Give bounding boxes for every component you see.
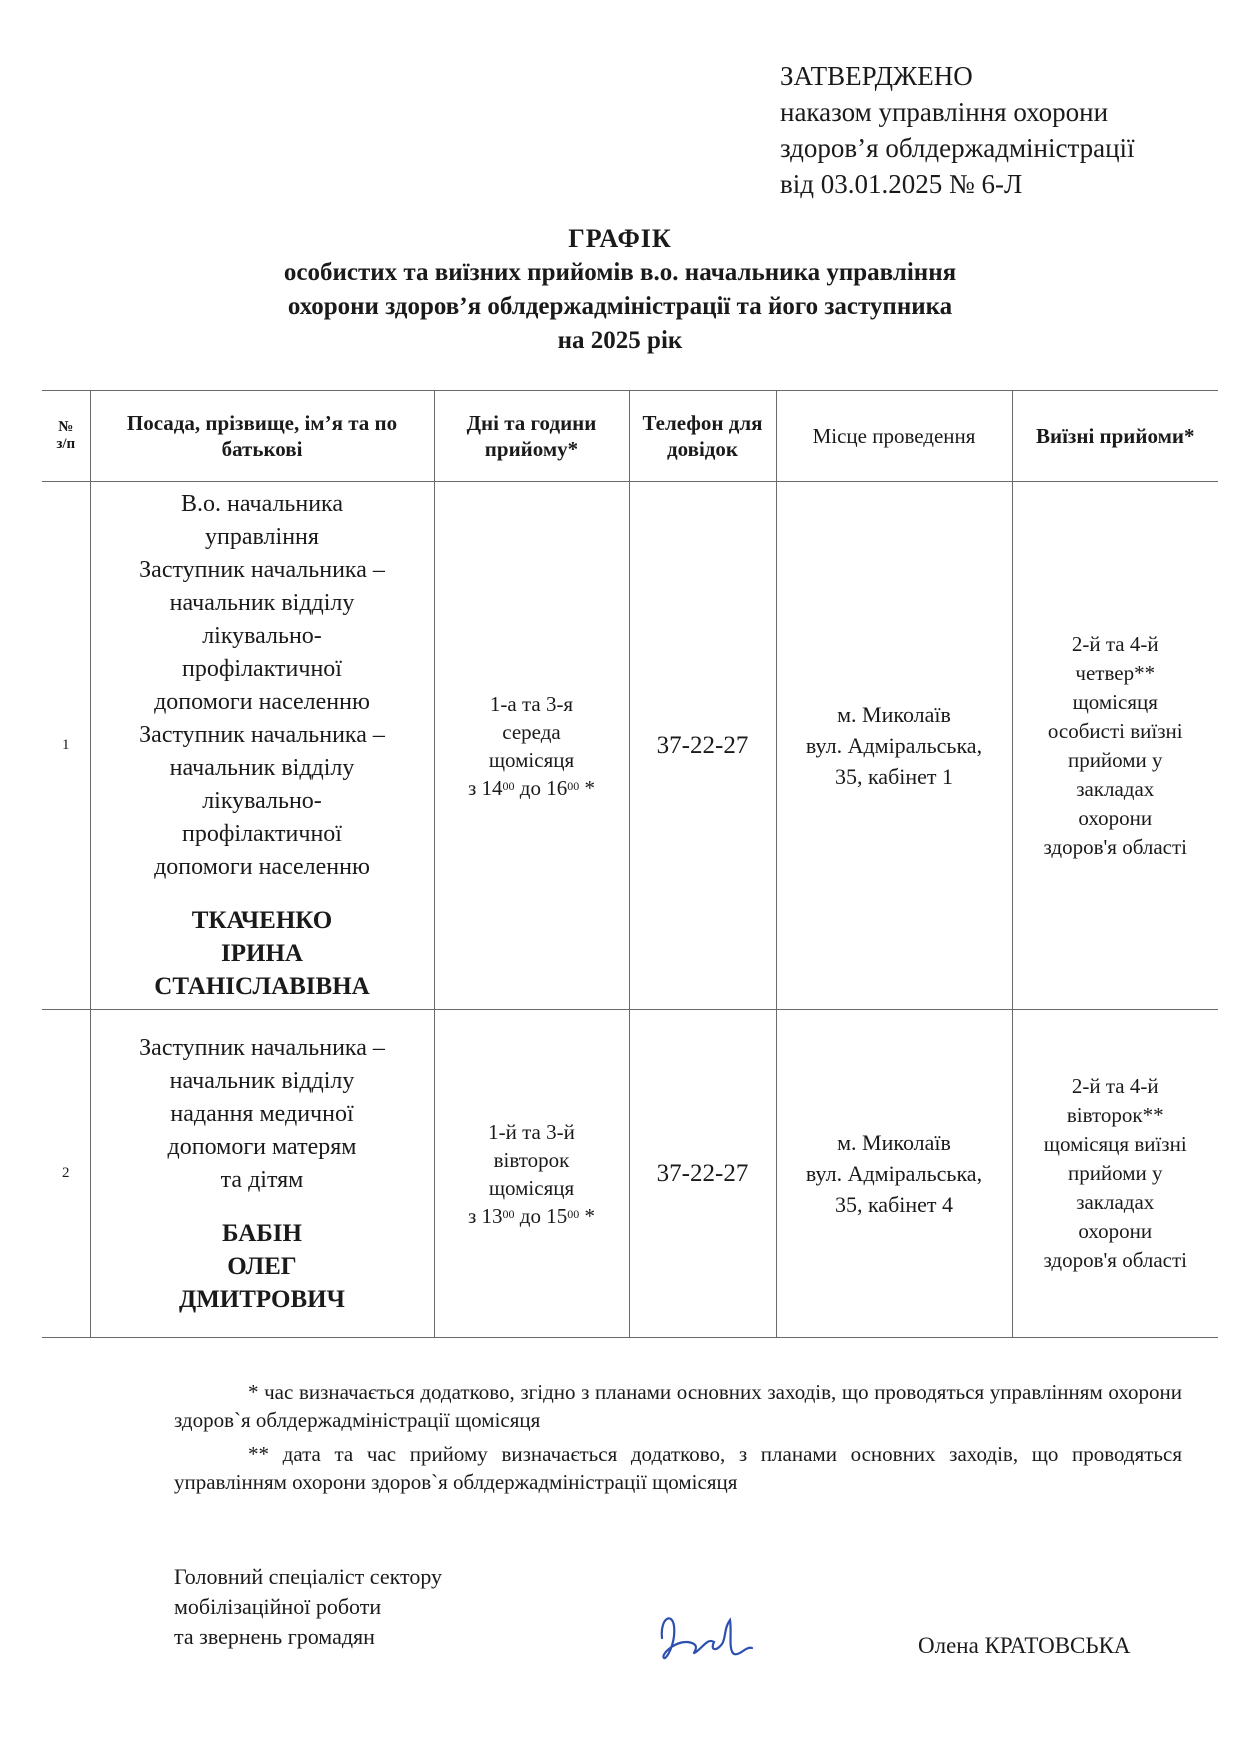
days-line: щомісяця <box>488 1175 575 1200</box>
row-number: 1 <box>42 482 90 1010</box>
position-line: профілактичної <box>182 656 342 682</box>
person-name-line: ТКАЧЕНКО <box>191 907 333 934</box>
days-line: середа <box>502 719 561 744</box>
time-part: * <box>579 775 595 800</box>
person-name-line: СТАНІСЛАВІВНА <box>154 973 370 1000</box>
approval-date: від 03.01.2025 № 6-Л <box>780 169 1023 199</box>
table-header-row <box>42 391 1218 482</box>
header-days: Дні та години прийому* <box>434 391 629 482</box>
days-line: 1-й та 3-й <box>488 1119 575 1144</box>
place-line: 35, кабінет 1 <box>834 764 954 789</box>
visits-line: прийоми у <box>1067 1161 1163 1185</box>
approval-block <box>780 58 1135 202</box>
person-name-line: БАБІН <box>222 1219 302 1247</box>
visits-line: прийоми у <box>1067 747 1163 772</box>
schedule-table <box>42 390 1218 1338</box>
time-part: 00 <box>567 1206 580 1221</box>
person-name-line: ОЛЕГ <box>227 1252 297 1280</box>
visits-line: охорони <box>1078 805 1153 830</box>
row-number: 2 <box>42 1010 90 1338</box>
position-line: В.о. начальника <box>180 491 344 517</box>
visits-line: здоров'я області <box>1043 834 1187 859</box>
signer-name: Олена КРАТОВСЬКА <box>918 1633 1131 1658</box>
position-line: та дітям <box>220 1166 304 1193</box>
position-line: Заступник начальника – <box>139 557 385 583</box>
handwritten-signature <box>650 1598 760 1678</box>
days-cell <box>434 1010 629 1338</box>
visits-line: закладах <box>1076 1190 1155 1214</box>
reception-time <box>435 1202 629 1230</box>
place-cell <box>776 1010 1012 1338</box>
visits-line: закладах <box>1076 776 1155 801</box>
signatory-title-line: та звернень громадян <box>174 1624 375 1649</box>
approval-heading: ЗАТВЕРДЖЕНО <box>780 61 973 91</box>
time-part: 00 <box>502 778 515 793</box>
visits-line: 2-й та 4-й <box>1071 631 1159 656</box>
time-part: до 16 <box>514 775 568 800</box>
person-name <box>91 904 434 1003</box>
approval-line: здоров’я облдержадміністрації <box>780 133 1135 163</box>
signatory-title <box>174 1562 442 1652</box>
place-line: вул. Адміральська, <box>805 1161 983 1186</box>
position-line: надання медичної <box>170 1100 354 1127</box>
place-line: м. Миколаїв <box>837 702 951 727</box>
title-line: охорони здоров’я облдержадміністрації та його заступника <box>287 293 953 320</box>
place-line: вул. Адміральська, <box>805 733 983 758</box>
position-line: начальник відділу <box>169 755 355 781</box>
title-line: особистих та виїзних прийомів в.о. начальника управління <box>283 259 957 286</box>
place-line: м. Миколаїв <box>837 1130 951 1155</box>
header-number <box>42 391 90 482</box>
position-line: начальник відділу <box>169 590 355 616</box>
phone-cell: 37-22-27 <box>629 482 776 1010</box>
title-year: на 2025 рік <box>557 327 683 354</box>
footnote-2: ** дата та час прийому визначається додатково, з планами основних заходів, що проводяться управлінням охорони здоров`я облдержадміністрації щомісяця <box>174 1442 1182 1494</box>
days-line: вівторок <box>493 1147 570 1172</box>
time-part: 00 <box>502 1206 515 1221</box>
time-part: * <box>579 1203 595 1228</box>
visits-line: четвер** <box>1075 660 1156 685</box>
time-part: з 14 <box>468 775 503 800</box>
position-line: допомоги населенню <box>154 689 370 715</box>
visits-line: щомісяця виїзні <box>1043 1132 1187 1156</box>
place-cell <box>776 482 1012 1010</box>
visits-cell <box>1012 1010 1218 1338</box>
approval-line: наказом управління охорони <box>780 97 1109 127</box>
reception-time <box>435 774 629 802</box>
person-name <box>91 1217 434 1316</box>
position-line: Заступник начальника – <box>139 1034 385 1061</box>
document-title <box>0 222 1240 358</box>
days-cell <box>434 482 629 1010</box>
person-name-line: ДМИТРОВИЧ <box>179 1285 345 1313</box>
time-part: з 13 <box>468 1203 503 1228</box>
phone-cell: 37-22-27 <box>629 1010 776 1338</box>
visits-line: охорони <box>1078 1219 1153 1243</box>
position-line: допомоги населенню <box>154 854 370 880</box>
position-line: профілактичної <box>182 821 342 847</box>
table-row <box>42 482 1218 1010</box>
signatory-title-line: мобілізаційної роботи <box>174 1594 382 1619</box>
visits-line: особисті виїзні <box>1047 718 1183 743</box>
position-line: Заступник начальника – <box>139 722 385 748</box>
position-line: управління <box>205 524 319 550</box>
position-line: лікувально- <box>202 788 322 814</box>
position-line: начальник відділу <box>169 1067 355 1094</box>
visits-line: щомісяця <box>1072 689 1158 714</box>
visits-cell <box>1012 482 1218 1010</box>
position-cell <box>90 1010 434 1338</box>
position-cell <box>90 482 434 1010</box>
header-phone: Телефон для довідок <box>629 391 776 482</box>
days-line: 1-а та 3-я <box>489 691 574 716</box>
table-row <box>42 1010 1218 1338</box>
time-part: до 15 <box>514 1203 568 1228</box>
place-line: 35, кабінет 4 <box>834 1192 954 1217</box>
title-main: ГРАФІК <box>568 224 672 253</box>
header-number-symbol: № <box>58 419 74 435</box>
header-number-abbr: з/п <box>56 436 76 452</box>
position-line: лікувально- <box>202 623 322 649</box>
days-line: щомісяця <box>488 747 575 772</box>
header-place: Місце проведення <box>776 391 1012 482</box>
visits-line: 2-й та 4-й <box>1071 1074 1159 1098</box>
position-line: допомоги матерям <box>167 1133 357 1160</box>
visits-line: вівторок** <box>1066 1103 1164 1127</box>
signatory-title-line: Головний спеціаліст сектору <box>174 1564 443 1589</box>
footnotes <box>174 1378 1182 1502</box>
time-part: 00 <box>567 778 580 793</box>
visits-line: здоров'я області <box>1043 1248 1187 1272</box>
footnote-1: * час визначається додатково, згідно з планами основних заходів, що проводяться управлінням охорони здоров`я облдержадміністрації щомісяця <box>174 1380 1182 1432</box>
header-position: Посада, прізвище, ім’я та по батькові <box>90 391 434 482</box>
person-name-line: ІРИНА <box>221 940 303 967</box>
header-visits: Виїзні прийоми* <box>1012 391 1218 482</box>
